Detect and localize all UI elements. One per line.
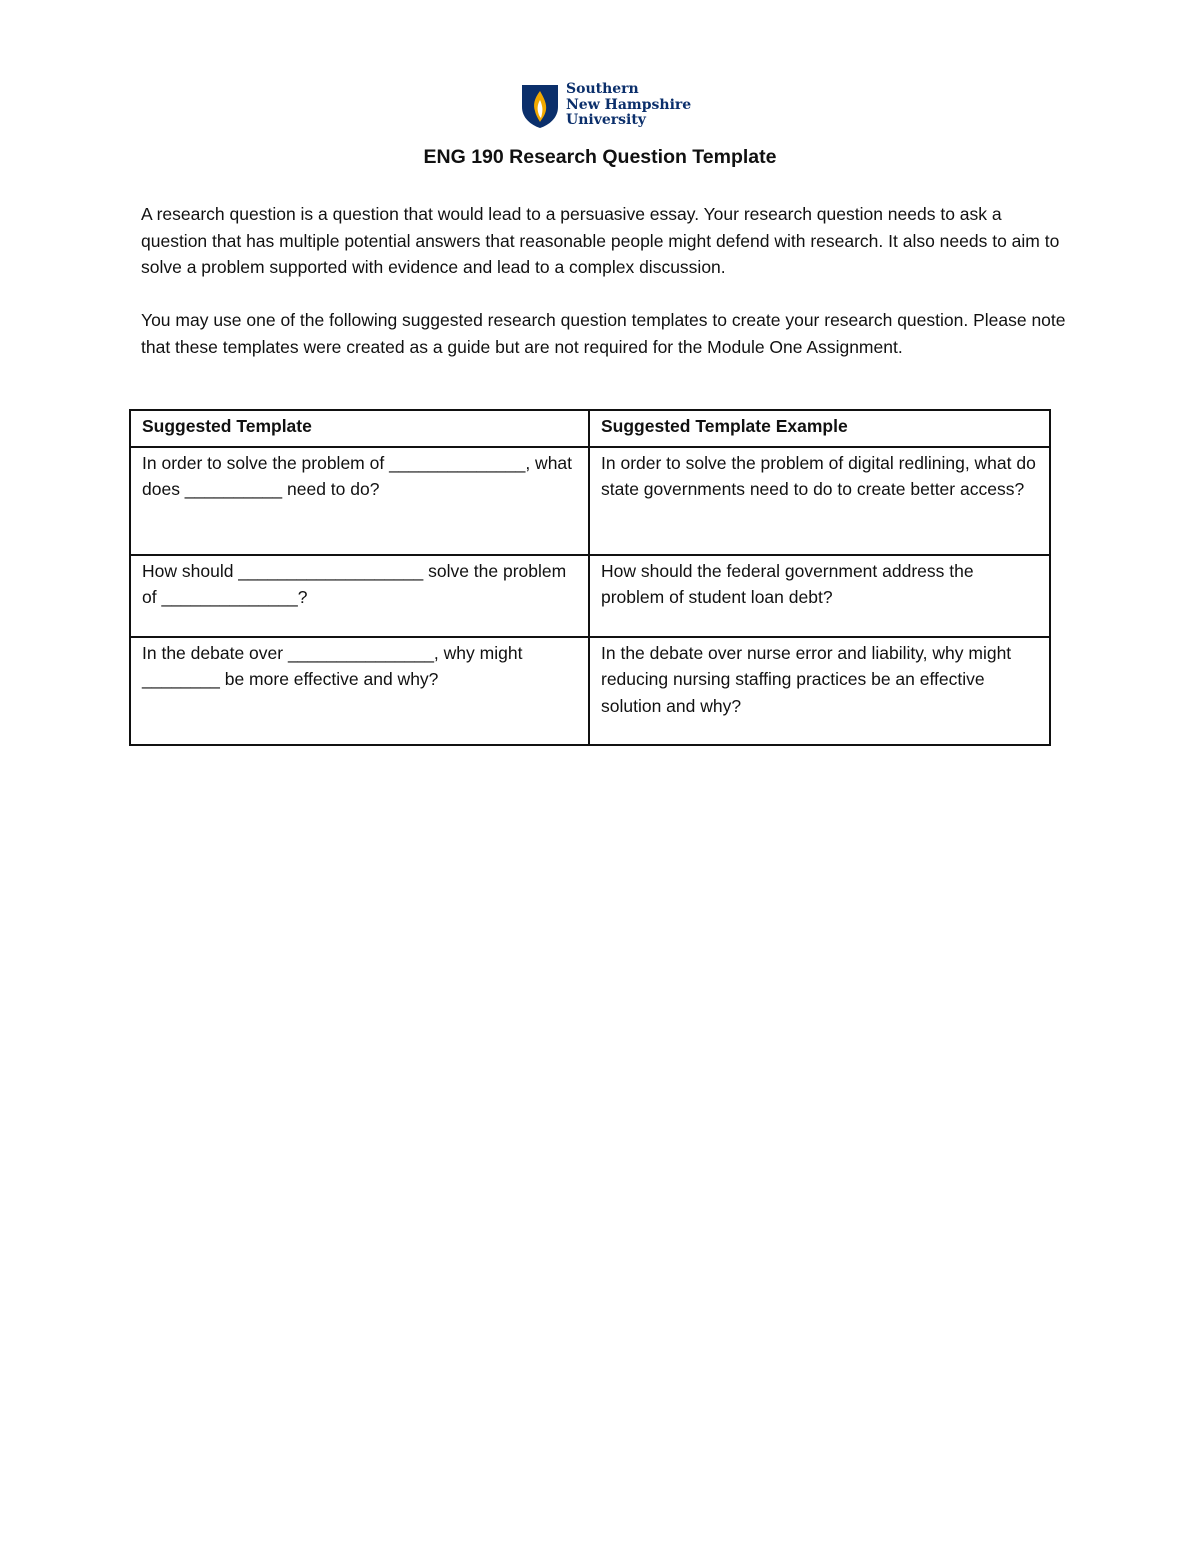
template-table [129,409,1051,746]
example-cell: In order to solve the problem of digital redlining, what do state governments need to do to create better access? [589,447,1050,555]
document-title: ENG 190 Research Question Template [423,146,777,168]
example-cell: In the debate over nurse error and liability, why might reducing nursing staffing practices be an effective solution and why? [589,637,1050,745]
table-header-row [130,410,1050,447]
table-row [130,555,1050,637]
example-cell: How should the federal government address the problem of student loan debt? [589,555,1050,637]
instructions-paragraph: You may use one of the following suggested research question templates to create your research question. Please note that these templates were created as a guide but are not required for the Module One Assignment. [141,310,1066,357]
column-header-template: Suggested Template [130,410,589,447]
template-cell: How should ___________________ solve the problem of ______________? [130,555,589,637]
table-row [130,637,1050,745]
logo-line-2: New Hampshire [566,96,692,113]
shield-flame-icon [520,83,560,129]
logo-line-1: Southern [566,81,639,97]
university-logo [520,80,690,134]
table-row [130,447,1050,555]
template-cell: In order to solve the problem of ______________, what does __________ need to do? [130,447,589,555]
logo-line-3: University [566,112,646,128]
column-header-example: Suggested Template Example [589,410,1050,447]
template-cell: In the debate over _______________, why might ________ be more effective and why? [130,637,589,745]
logo-wordmark [566,82,691,129]
intro-paragraph: A research question is a question that would lead to a persuasive essay. Your research question needs to ask a question that has multiple potential answers that reasonable people might defend with research. It also needs to aim to solve a problem supported with evidence and lead to a complex discussion. [141,204,1060,277]
